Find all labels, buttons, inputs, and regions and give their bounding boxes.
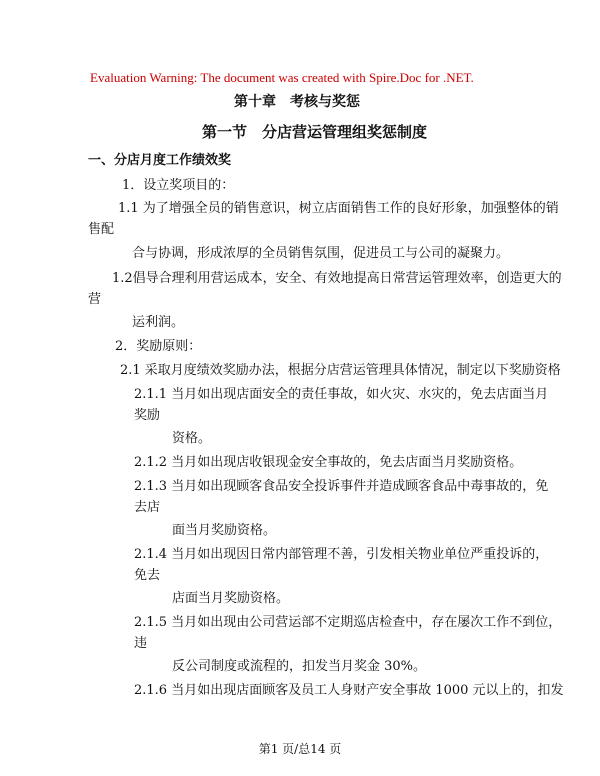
body-line: 售配 [88, 222, 115, 237]
body-line: 2.1.5 当月如出现由公司营运部不定期巡店检查中，存在屡次工作不到位， [134, 615, 562, 630]
body-line: 违 [134, 636, 148, 651]
chapter-title: 第十章 考核与奖惩 [234, 94, 360, 110]
page-footer: 第1 页/总14 页 [258, 742, 342, 756]
body-line: 2.1.4 当月如出现因日常内部管理不善，引发相关物业单位严重投诉的， [134, 547, 549, 562]
body-line: 1．设立奖项目的： [122, 178, 235, 193]
body-line: 反公司制度或流程的，扣发当月奖金 30%。 [172, 659, 427, 674]
body-line: 运利润。 [132, 315, 185, 330]
body-line: 店面当月奖励资格。 [172, 591, 290, 606]
body-line: 合与协调，形成浓厚的全员销售氛围，促进员工与公司的凝聚力。 [132, 246, 510, 261]
body-line: 2.1.6 当月如出现店面顾客及员工人身财产安全事故 1000 元以上的，扣发 [134, 683, 564, 698]
section-title: 第一节 分店营运管理组奖惩制度 [202, 123, 428, 141]
body-line: 2.1.1 当月如出现店面安全的责任事故，如火灾、水灾的，免去店面当月 [134, 387, 549, 402]
subsection-title: 一、分店月度工作绩效奖 [88, 153, 232, 168]
body-line: 免去 [134, 568, 161, 583]
body-line: 资格。 [172, 431, 212, 446]
body-line: 去店 [134, 500, 161, 515]
body-line: 1.1 为了增强全员的销售意识，树立店面销售工作的良好形象，加强整体的销 [118, 201, 559, 216]
body-line: 面当月奖励资格。 [172, 523, 277, 538]
body-line: 2.1.2 当月如出现店收银现金安全事故的，免去店面当月奖励资格。 [134, 455, 523, 470]
body-line: 2.1.3 当月如出现顾客食品安全投诉事件并造成顾客食品中毒事故的，免 [134, 479, 549, 494]
body-line: 营 [88, 292, 102, 307]
body-line: 2．奖励原则： [115, 339, 202, 354]
body-line: 1.2倡导合理利用营运成本，安全、有效地提高日常营运管理效率，创造更大的 [112, 271, 562, 286]
body-line: 2.1 采取月度绩效奖励办法，根据分店营运管理具体情况，制定以下奖励资格 [120, 363, 561, 378]
evaluation-warning: Evaluation Warning: The document was created with Spire.Doc for .NET. [90, 70, 474, 85]
body-line: 奖励 [134, 408, 161, 423]
